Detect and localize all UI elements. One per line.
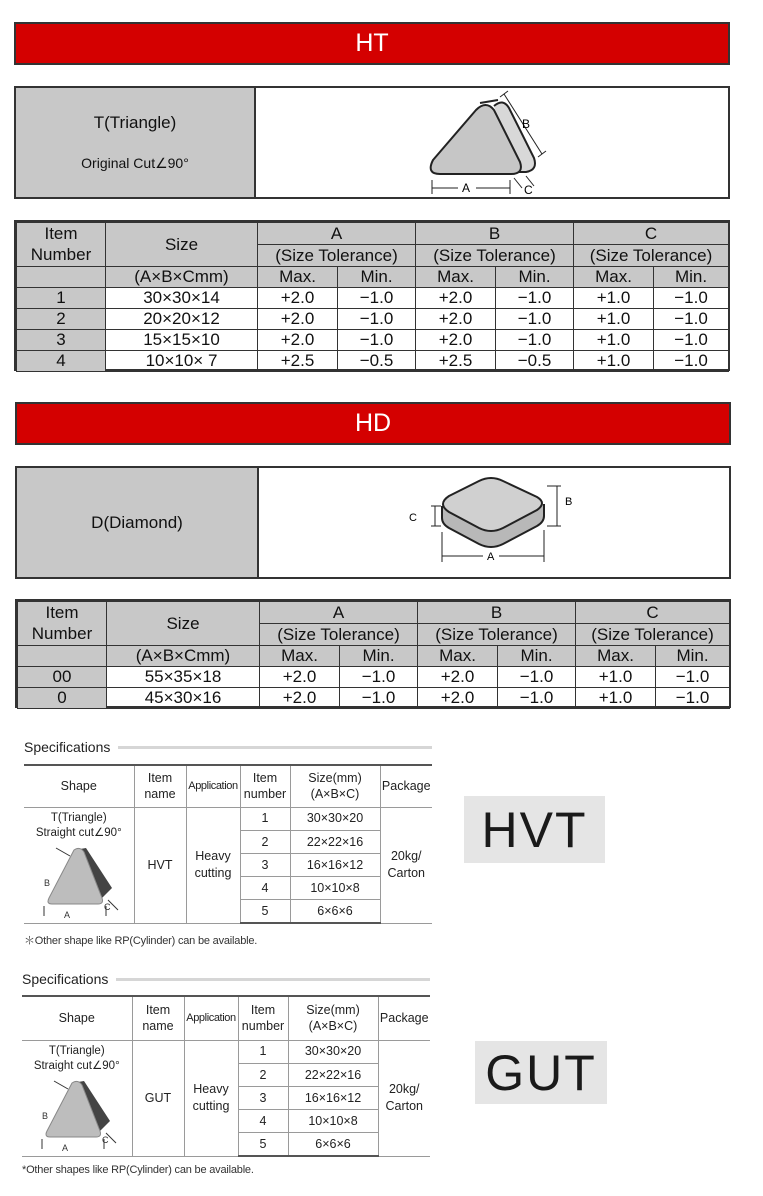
b-max-value: +2.0: [416, 287, 496, 308]
hvt-title-rule: [118, 746, 432, 749]
ht-header-c-min: Min.: [654, 266, 729, 287]
hvt-shape-cut: Straight cut∠90°: [35, 827, 122, 840]
hvt-header-item-number: Item number: [240, 765, 290, 807]
ht-header-size: Size: [106, 223, 258, 267]
hd-header-b-max: Max.: [418, 645, 498, 666]
item-number: 2: [17, 308, 106, 329]
table-row: [18, 666, 730, 687]
a-max-value: +2.0: [258, 308, 338, 329]
item-number: 2: [238, 1063, 288, 1086]
size-value: 16×16×12: [290, 854, 380, 877]
ht-tolerance-table: [14, 220, 730, 371]
item-number: 00: [18, 666, 107, 687]
item-number: 3: [17, 329, 106, 350]
hvt-triangle-diagram: [24, 844, 132, 920]
item-number: 2: [240, 830, 290, 853]
gut-header-size-unit: (A×B×C): [308, 1019, 358, 1034]
ht-shape-diagram-cell: [256, 88, 728, 197]
size-value: 22×22×16: [288, 1063, 378, 1086]
hvt-header-size-label: Size(mm): [308, 770, 362, 785]
ht-header-item-spacer: [17, 266, 106, 287]
b-min-value: −1.0: [498, 666, 576, 687]
hd-header-a-min: Min.: [340, 645, 418, 666]
hd-header-size-unit: (A×B×Cmm): [107, 645, 260, 666]
gut-item-name: GUT: [132, 1040, 184, 1156]
gut-application: Heavy cutting: [184, 1040, 238, 1156]
a-min-value: −1.0: [338, 329, 416, 350]
b-min-value: −1.0: [496, 287, 574, 308]
gut-triangle-diagram: [22, 1077, 130, 1153]
size-value: 55×35×18: [107, 666, 260, 687]
size-value: 45×30×16: [107, 687, 260, 708]
size-value: 22×22×16: [290, 830, 380, 853]
gut-note: *Other shapes like RP(Cylinder) can be available.: [22, 1164, 254, 1176]
gut-header-shape: Shape: [22, 996, 132, 1040]
size-value: 16×16×12: [288, 1087, 378, 1110]
gut-header-application: Application: [184, 996, 238, 1040]
b-min-value: −1.0: [496, 308, 574, 329]
hvt-item-name: HVT: [134, 807, 186, 923]
ht-shape-box: [14, 86, 730, 199]
c-max-value: +1.0: [574, 308, 654, 329]
a-max-value: +2.0: [260, 666, 340, 687]
table-row: [17, 308, 729, 329]
hvt-header-item-name: Item name: [134, 765, 186, 807]
size-value: 20×20×12: [106, 308, 258, 329]
hd-dim-b-label: B: [565, 496, 573, 508]
size-value: 10×10×8: [290, 877, 380, 900]
gut-package: 20kg/ Carton: [378, 1040, 430, 1156]
hd-header-a-tolerance: (Size Tolerance): [260, 623, 418, 645]
a-min-value: −0.5: [338, 350, 416, 371]
size-value: 30×30×20: [288, 1040, 378, 1063]
gut-shape-name: T(Triangle): [48, 1044, 105, 1057]
b-max-value: +2.0: [416, 308, 496, 329]
hvt-header-application: Application: [186, 765, 240, 807]
item-number: 4: [240, 877, 290, 900]
ht-banner: [14, 22, 730, 65]
a-max-value: +2.0: [260, 687, 340, 708]
hd-banner: [15, 402, 731, 445]
hd-shape-box: [15, 466, 731, 579]
gut-shape-cut: Straight cut∠90°: [33, 1060, 120, 1073]
ht-dim-a-label: A: [462, 181, 471, 195]
hd-header-c: C: [576, 602, 730, 624]
hd-header-item-spacer: [18, 645, 107, 666]
a-max-value: +2.0: [258, 287, 338, 308]
item-number: 3: [238, 1087, 288, 1110]
gut-header-package: Package: [378, 996, 430, 1040]
gut-spec-table: [22, 995, 430, 1157]
table-row: [18, 687, 730, 708]
hvt-note: ＊Other shape like RP(Cylinder) can be available.: [24, 935, 258, 947]
c-min-value: −1.0: [656, 687, 730, 708]
size-value: 10×10×8: [288, 1110, 378, 1133]
ht-header-a-tolerance: (Size Tolerance): [258, 244, 416, 266]
ht-header-b-max: Max.: [416, 266, 496, 287]
ht-dim-c-label: C: [524, 183, 533, 197]
table-row: [17, 350, 729, 371]
hvt-header-size-unit: (A×B×C): [310, 787, 360, 802]
gut-dim-b-label: B: [42, 1110, 49, 1121]
hvt-spec-table: [24, 764, 432, 924]
b-max-value: +2.5: [416, 350, 496, 371]
item-number: 1: [17, 287, 106, 308]
c-min-value: −1.0: [654, 350, 729, 371]
hd-tolerance-table: [15, 599, 731, 708]
c-max-value: +1.0: [576, 666, 656, 687]
item-number: 1: [238, 1040, 288, 1063]
item-number: 3: [240, 854, 290, 877]
size-value: 6×6×6: [290, 900, 380, 923]
hvt-shape-name: T(Triangle): [50, 811, 107, 824]
a-max-value: +2.5: [258, 350, 338, 371]
hvt-product-label: HVT: [464, 796, 605, 863]
gut-header-size-label: Size(mm): [306, 1002, 360, 1017]
hd-banner-title: HD: [354, 409, 392, 437]
ht-header-a-max: Max.: [258, 266, 338, 287]
item-number: 5: [238, 1133, 288, 1156]
hvt-header-package: Package: [380, 765, 432, 807]
ht-header-size-unit: (A×B×Cmm): [106, 266, 258, 287]
c-max-value: +1.0: [576, 687, 656, 708]
a-max-value: +2.0: [258, 329, 338, 350]
hd-shape-label-cell: [17, 468, 259, 577]
ht-header-b: B: [416, 223, 574, 245]
hd-header-b-min: Min.: [498, 645, 576, 666]
hd-header-b: B: [418, 602, 576, 624]
hd-shape-diagram-cell: [259, 468, 729, 577]
b-max-value: +2.0: [418, 687, 498, 708]
a-min-value: −1.0: [338, 308, 416, 329]
hvt-spec-title-text: Specifications: [24, 739, 111, 755]
item-number: 4: [17, 350, 106, 371]
hvt-shape-cell: [24, 807, 134, 923]
hd-header-item-number: Item Number: [18, 602, 107, 646]
a-min-value: −1.0: [340, 687, 418, 708]
hd-header-size: Size: [107, 602, 260, 646]
gut-shape-cell: [22, 1040, 132, 1156]
item-number: 0: [18, 687, 107, 708]
ht-shape-cut: Original Cut∠90°: [81, 155, 189, 171]
hd-dim-a-label: A: [487, 551, 495, 563]
hvt-spec-title: [24, 737, 432, 757]
hvt-header-size: [290, 765, 380, 807]
hd-dim-c-label: C: [409, 512, 417, 524]
b-min-value: −1.0: [496, 329, 574, 350]
hd-header-c-tolerance: (Size Tolerance): [576, 623, 730, 645]
b-min-value: −0.5: [496, 350, 574, 371]
ht-header-c: C: [574, 223, 729, 245]
b-min-value: −1.0: [498, 687, 576, 708]
gut-title-rule: [116, 978, 430, 981]
gut-header-size: [288, 996, 378, 1040]
item-number: 4: [238, 1110, 288, 1133]
c-max-value: +1.0: [574, 287, 654, 308]
ht-header-a-min: Min.: [338, 266, 416, 287]
gut-header-item-name: Item name: [132, 996, 184, 1040]
b-max-value: +2.0: [416, 329, 496, 350]
ht-header-c-tolerance: (Size Tolerance): [574, 244, 729, 266]
a-min-value: −1.0: [340, 666, 418, 687]
c-min-value: −1.0: [654, 329, 729, 350]
c-min-value: −1.0: [654, 308, 729, 329]
hvt-header-shape: Shape: [24, 765, 134, 807]
size-value: 6×6×6: [288, 1133, 378, 1156]
triangle-insert-diagram: [256, 88, 728, 197]
c-max-value: +1.0: [574, 329, 654, 350]
size-value: 30×30×20: [290, 807, 380, 830]
hd-header-c-max: Max.: [576, 645, 656, 666]
table-row: [17, 287, 729, 308]
ht-header-b-min: Min.: [496, 266, 574, 287]
hvt-dim-a-label: A: [64, 909, 71, 920]
hvt-dim-b-label: B: [44, 877, 51, 888]
hd-header-c-min: Min.: [656, 645, 730, 666]
hd-header-a-max: Max.: [260, 645, 340, 666]
size-value: 10×10× 7: [106, 350, 258, 371]
hd-header-b-tolerance: (Size Tolerance): [418, 623, 576, 645]
size-value: 30×30×14: [106, 287, 258, 308]
c-min-value: −1.0: [656, 666, 730, 687]
ht-shape-name: T(Triangle): [93, 113, 177, 132]
item-number: 1: [240, 807, 290, 830]
item-number: 5: [240, 900, 290, 923]
ht-dim-b-label: B: [522, 117, 531, 131]
a-min-value: −1.0: [338, 287, 416, 308]
c-max-value: +1.0: [574, 350, 654, 371]
gut-dim-a-label: A: [62, 1142, 69, 1153]
c-min-value: −1.0: [654, 287, 729, 308]
ht-header-b-tolerance: (Size Tolerance): [416, 244, 574, 266]
hvt-application: Heavy cutting: [186, 807, 240, 923]
ht-header-a: A: [258, 223, 416, 245]
ht-banner-title: HT: [355, 29, 389, 57]
hvt-dim-c-label: C: [104, 901, 111, 912]
b-max-value: +2.0: [418, 666, 498, 687]
hd-shape-name: D(Diamond): [91, 512, 183, 532]
gut-header-item-number: Item number: [238, 996, 288, 1040]
hd-header-a: A: [260, 602, 418, 624]
hvt-package: 20kg/ Carton: [380, 807, 432, 923]
ht-header-item-number: Item Number: [17, 223, 106, 267]
gut-spec-title-text: Specifications: [22, 971, 109, 987]
gut-spec-title: [22, 969, 430, 989]
diamond-insert-diagram: [259, 468, 729, 577]
size-value: 15×15×10: [106, 329, 258, 350]
table-row: [17, 329, 729, 350]
ht-header-c-max: Max.: [574, 266, 654, 287]
gut-product-label: GUT: [475, 1041, 607, 1104]
ht-shape-label-cell: [16, 88, 256, 197]
gut-dim-c-label: C: [102, 1134, 109, 1145]
